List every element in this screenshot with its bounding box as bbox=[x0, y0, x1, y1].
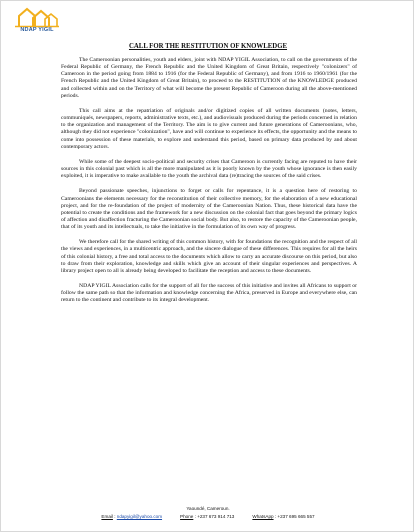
footer-whatsapp: WhatsApp : +237 695 665 557 bbox=[252, 514, 315, 519]
document-body bbox=[61, 57, 357, 313]
paragraph-5: We therefore call for the shared writing of this common history, with for foundations the recognition and the respect of all the views and experiences, in a multicentric approach, and the sincere dialogue of these differences. This requires for all the heirs of this colonial history, a free and total access to the documents which allow to carry an accurate discourse on this period, but also to draw from their exploration, knowledge and skills which give an account of their singular experiences and perspectives. A library project open to all is already being developed to facilitate the reception and access to these documents. bbox=[61, 239, 357, 274]
ndap-yigil-logo bbox=[9, 6, 65, 38]
footer-phone: Phone : +237 673 914 713 bbox=[180, 514, 235, 519]
house-logo-icon bbox=[9, 6, 65, 28]
phone-label: Phone bbox=[180, 514, 194, 519]
footer-city: Yaoundé, Cameroun. bbox=[186, 506, 230, 511]
whatsapp-value: +237 695 665 557 bbox=[277, 514, 315, 519]
footer-contacts bbox=[1, 514, 414, 519]
paragraph-3: While some of the deepest socio-political and security crises that Cameroon is currently facing are reputed to have their sources in this colonial past which is all the more manipulated as it is poorly known by the youth whose ignorance is then easily exploited, it is imperative to make available to the youth the archival data (re)tracing the sources of the said crises. bbox=[61, 158, 357, 180]
footer bbox=[1, 506, 414, 519]
email-label: Email bbox=[101, 514, 113, 519]
paragraph-4: Beyond passionate speeches, injunctions to forget or calls for repentance, it is a question here of restoring to Cameroonians the elements necessary for the reconstitution of their collective memory, for the elaboration of a new educational project, and for the re-foundation of the project of modernity of the Cameroonian Nation. Thus, these historical data have the potential to create the conditions and the framework for a new discussion on the colonial fact that goes beyond the primary logics of affection and disaffection fracturing the Cameroonian social body. But also, to restore the capacity of the Cameroonian people, that of its youth and its intellectuals, to take the initiative in the formulation of its own way of progress. bbox=[61, 188, 357, 231]
phone-value: +237 673 914 713 bbox=[197, 514, 235, 519]
document-title: CALL FOR THE RESTITUTION OF KNOWLEDGE bbox=[128, 43, 288, 50]
paragraph-6: NDAP YIGIL Association calls for the support of all for the success of this initiative and invites all Africans to support or follow the same path so that the information and knowledge concerning the Africa, preserved in Europe and everywhere else, can return to the continent and contribute to its integral development. bbox=[61, 283, 357, 304]
paragraph-1: The Cameroonian personalities, youth and elders, joint with NDAP YIGIL Association, to call on the governments of the Federal Republic of Germany, the French Republic and the United Kingdom of Great Britain, respectively "colonizers" of Cameroon in the period going from 1884 to 1916 (for the Federal Republic of Germany), and from 1916 to 1960/1961 (for the French Republic and the United Kingdom of Great Britain), to proceed to the RESTITUTION of the KNOWLEDGE produced and collected within and on the Territory of what will become the present Republic of Cameroon during all the above-mentioned periods. bbox=[61, 57, 357, 99]
footer-email: Email : ndapyigil@yahoo.com bbox=[101, 514, 163, 519]
whatsapp-label: WhatsApp bbox=[252, 514, 274, 519]
paragraph-2: This call aims at the repatriation of originals and/or digitized copies of all written documents (notes, letters, communiqués, newspapers, reports, administrative texts, etc.), and audiovisuals produced during the periods concerned in relation to the organization and management of the Territory. The aim is to give current and future generations of Cameroonians, who, although they did not experience "colonization", have and will continue to experience its effects, the opportunity and the means to come into possession of these materials, to explore and understand this period, based on primary data produced by and about contemporary actors. bbox=[61, 107, 357, 150]
email-link[interactable]: ndapyigil@yahoo.com bbox=[116, 514, 163, 519]
logo-text: NDAP YIGIL bbox=[20, 27, 54, 33]
